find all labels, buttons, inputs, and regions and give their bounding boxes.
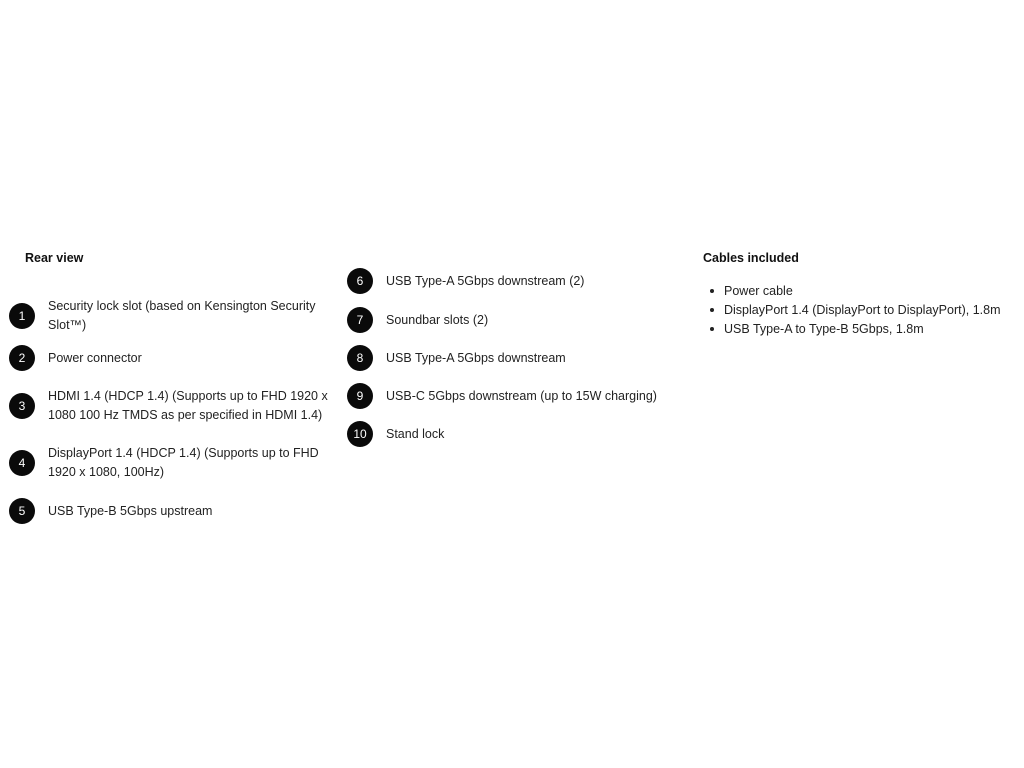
port-label: USB Type-A 5Gbps downstream (2) <box>386 273 585 288</box>
port-label: Security lock slot (based on Kensington Security Slot™) <box>48 299 316 332</box>
cable-item-label: USB Type-A to Type-B 5Gbps, 1.8m <box>724 322 924 336</box>
port-label: HDMI 1.4 (HDCP 1.4) (Supports up to FHD 1920 x 1080 100 Hz TMDS as per specified in HDMI 1.4) <box>48 389 328 422</box>
port-label: DisplayPort 1.4 (HDCP 1.4) (Supports up to FHD 1920 x 1080, 100Hz) <box>48 446 319 479</box>
port-label: Soundbar slots (2) <box>386 312 489 327</box>
cable-item-label: Power cable <box>724 284 793 298</box>
port-number-badge: 10 <box>347 421 373 447</box>
port-item-1 <box>9 297 333 335</box>
cables-included-title: Cables included <box>703 251 799 265</box>
port-label: Stand lock <box>386 426 445 441</box>
port-item-9 <box>347 383 706 409</box>
cable-item-usb <box>707 320 1000 339</box>
bullet-icon <box>710 327 714 331</box>
cable-item-displayport <box>707 301 1000 320</box>
cables-list <box>707 282 1000 339</box>
bullet-icon <box>710 289 714 293</box>
port-number-badge: 4 <box>9 450 35 476</box>
port-number-badge: 7 <box>347 307 373 333</box>
port-number-badge: 3 <box>9 393 35 419</box>
cable-item-power <box>707 282 1000 301</box>
port-number-badge: 1 <box>9 303 35 329</box>
port-item-7 <box>347 307 706 333</box>
cable-item-label: DisplayPort 1.4 (DisplayPort to DisplayPort), 1.8m <box>724 303 1001 317</box>
port-item-2 <box>9 345 333 371</box>
port-number-badge: 9 <box>347 383 373 409</box>
port-label: USB Type-A 5Gbps downstream <box>386 350 566 365</box>
port-item-3 <box>9 387 333 425</box>
bullet-icon <box>710 308 714 312</box>
port-item-4 <box>9 444 333 482</box>
port-label: USB-C 5Gbps downstream (up to 15W charging) <box>386 388 657 403</box>
port-number-badge: 5 <box>9 498 35 524</box>
port-number-badge: 6 <box>347 268 373 294</box>
port-label: Power connector <box>48 350 142 365</box>
rear-view-title: Rear view <box>25 251 84 265</box>
port-number-badge: 2 <box>9 345 35 371</box>
port-number-badge: 8 <box>347 345 373 371</box>
port-item-6 <box>347 268 706 294</box>
port-label: USB Type-B 5Gbps upstream <box>48 503 213 518</box>
port-item-8 <box>347 345 706 371</box>
port-item-10 <box>347 421 706 447</box>
port-item-5 <box>9 498 333 524</box>
